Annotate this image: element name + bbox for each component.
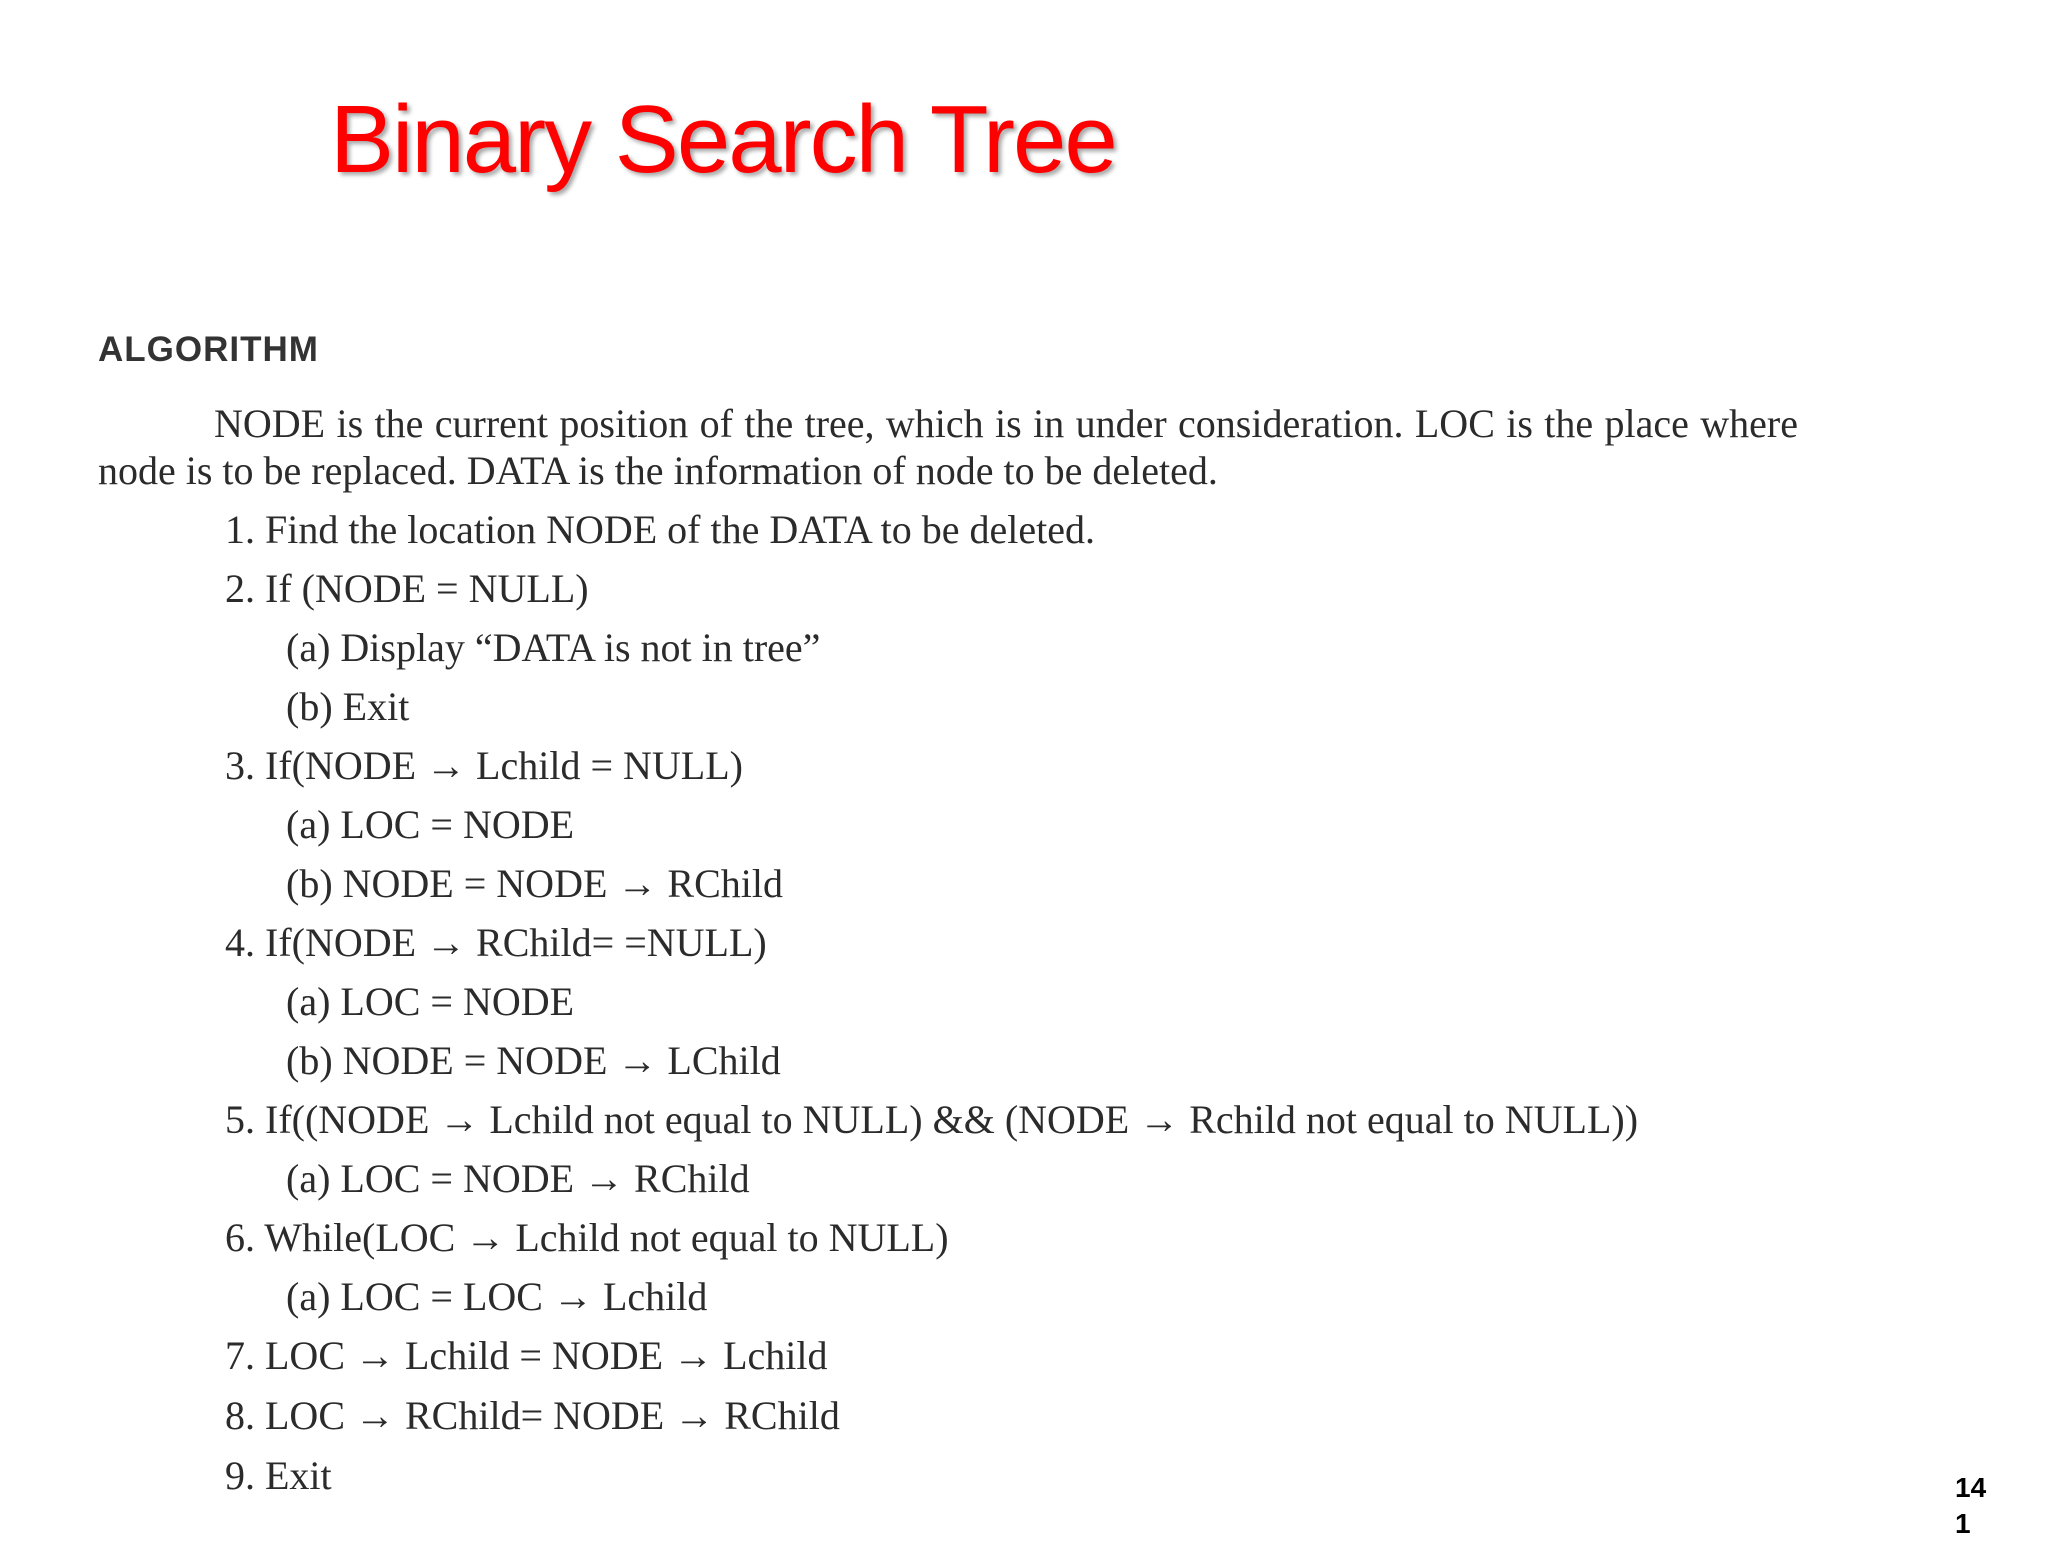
step-5: 5. If((NODE → Lchild not equal to NULL) && (NODE → Rchild not equal to NULL)) xyxy=(225,1097,1639,1142)
step-4a: (a) LOC = NODE xyxy=(286,979,575,1024)
step-4b: (b) NODE = NODE → LChild xyxy=(286,1038,781,1083)
page-number xyxy=(1955,1470,2005,1542)
algorithm-intro: NODE is the current position of the tree, which is in under consideration. LOC is the place where node is to be replaced. DATA is the information of node to be deleted. xyxy=(98,401,1798,493)
step-3a: (a) LOC = NODE xyxy=(286,802,575,847)
step-1: 1. Find the location NODE of the DATA to be deleted. xyxy=(225,507,1095,552)
step-2: 2. If (NODE = NULL) xyxy=(225,566,589,611)
step-4: 4. If(NODE → RChild= =NULL) xyxy=(225,920,767,965)
page-number-line-1: 14 xyxy=(1955,1472,1987,1503)
step-9: 9. Exit xyxy=(225,1453,332,1498)
step-3b: (b) NODE = NODE → RChild xyxy=(286,861,783,906)
step-2a: (a) Display “DATA is not in tree” xyxy=(286,625,821,670)
algorithm-heading: ALGORITHM xyxy=(98,330,319,369)
step-2b: (b) Exit xyxy=(286,684,410,729)
page-number-line-2: 1 xyxy=(1955,1508,1971,1539)
slide-title: Binary Search Tree xyxy=(330,86,1116,193)
step-6: 6. While(LOC → Lchild not equal to NULL) xyxy=(225,1215,949,1260)
step-8: 8. LOC → RChild= NODE → RChild xyxy=(225,1393,840,1438)
step-7: 7. LOC → Lchild = NODE → Lchild xyxy=(225,1333,828,1378)
step-3: 3. If(NODE → Lchild = NULL) xyxy=(225,743,743,788)
step-6a: (a) LOC = LOC → Lchild xyxy=(286,1274,708,1319)
step-5a: (a) LOC = NODE → RChild xyxy=(286,1156,750,1201)
